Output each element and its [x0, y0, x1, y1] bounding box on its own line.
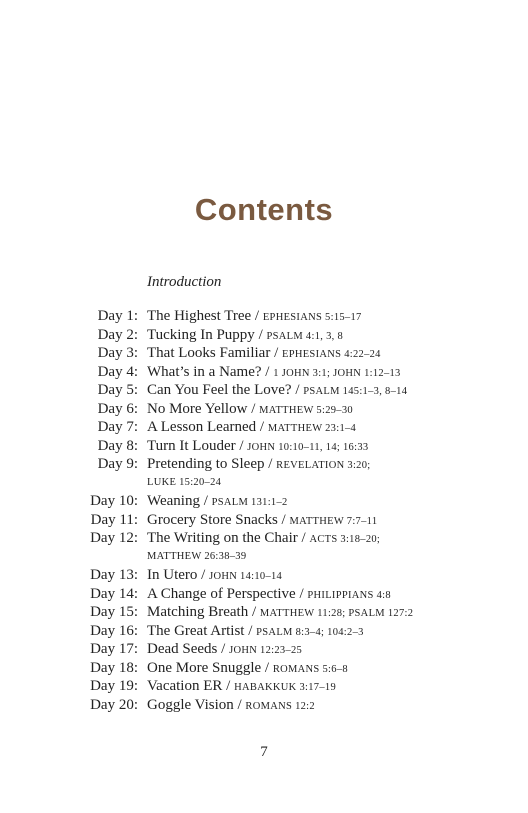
toc-separator: /: [251, 308, 263, 324]
toc-separator: /: [248, 604, 260, 620]
toc-entry-continuation: [0, 474, 528, 493]
toc-day-label: Day 13:: [90, 567, 138, 583]
toc-entry-text: [147, 566, 282, 587]
toc-chapter-title: Goggle Vision: [147, 696, 234, 713]
toc-separator: /: [222, 678, 235, 694]
toc-entry-text: [147, 437, 368, 458]
toc-chapter-title: Dead Seeds: [147, 641, 218, 657]
toc-day-label: Day 19:: [90, 678, 138, 694]
toc-chapter-title: A Change of Perspective: [147, 585, 296, 602]
toc-day-label: Day 6:: [97, 400, 138, 417]
toc-entry-text: [147, 677, 336, 698]
toc-chapter-title: In Utero: [147, 567, 198, 583]
toc-separator: /: [291, 382, 304, 398]
toc-entry[interactable]: [0, 437, 528, 456]
toc-day-label: Day 8:: [97, 437, 138, 454]
toc-scripture-ref: JOHN 12:23–25: [229, 645, 303, 656]
toc-day-label: Day 18:: [90, 659, 138, 676]
toc-scripture-ref: MATTHEW 7:7–11: [289, 515, 378, 527]
toc-entry[interactable]: [0, 622, 528, 641]
toc-separator: /: [254, 326, 267, 343]
toc-day-label: Day 4:: [97, 363, 138, 380]
toc-separator: /: [197, 567, 210, 583]
table-of-contents: [0, 307, 528, 714]
toc-separator: /: [217, 641, 230, 657]
toc-scripture-ref: HABAKKUK 3:17–19: [234, 682, 337, 693]
toc-scripture-ref-continued: LUKE 15:20–24: [147, 476, 222, 488]
toc-day-label: Day 15:: [90, 604, 138, 620]
toc-separator: /: [233, 696, 246, 713]
toc-entry-text: [147, 344, 381, 365]
contents-title: Contents: [194, 192, 334, 227]
toc-entry[interactable]: [0, 381, 528, 400]
toc-scripture-ref: PSALM 4:1, 3, 8: [266, 330, 344, 342]
toc-scripture-ref: MATTHEW 23:1–4: [267, 423, 357, 434]
toc-chapter-title: The Writing on the Chair: [147, 530, 298, 546]
toc-chapter-title: Can You Feel the Love?: [147, 382, 292, 398]
toc-chapter-title: Turn It Louder: [147, 437, 236, 454]
toc-day-label: Day 16:: [90, 622, 138, 639]
toc-separator: /: [247, 400, 260, 417]
toc-separator: /: [295, 585, 308, 602]
toc-day-label: Day 17:: [90, 641, 138, 657]
toc-entry-text: [147, 307, 362, 328]
toc-entry[interactable]: [0, 400, 528, 419]
toc-scripture-ref: ROMANS 12:2: [245, 700, 315, 712]
toc-day-label: Day 1:: [97, 308, 138, 324]
toc-scripture-ref: JOHN 10:10–11, 14; 16:33: [247, 441, 369, 453]
toc-entry-continuation: [0, 548, 528, 567]
toc-day-label: Day 5:: [97, 382, 138, 398]
toc-scripture-ref: 1 JOHN 3:1; JOHN 1:12–13: [273, 367, 401, 379]
toc-separator: /: [261, 363, 274, 380]
toc-day-label: Day 7:: [97, 419, 138, 435]
toc-scripture-ref-continued: MATTHEW 26:38–39: [147, 550, 247, 562]
toc-scripture-ref: ROMANS 5:6–8: [272, 663, 348, 675]
toc-separator: /: [264, 456, 277, 472]
toc-entry[interactable]: [0, 418, 528, 437]
toc-scripture-ref: PHILIPPIANS 4:8: [307, 589, 391, 601]
toc-scripture-ref: PSALM 8:3–4; 104:2–3: [256, 626, 364, 638]
toc-separator: /: [199, 493, 212, 509]
toc-entry-text: [147, 529, 380, 550]
toc-entry-text: [147, 603, 413, 624]
toc-day-label: Day 2:: [97, 326, 138, 343]
toc-separator: /: [297, 530, 310, 546]
toc-entry-text: [147, 696, 315, 717]
toc-day-label: Day 14:: [90, 585, 138, 602]
toc-entry[interactable]: [0, 585, 528, 604]
toc-chapter-title: A Lesson Learned: [147, 419, 257, 435]
toc-entry-text: [147, 492, 288, 513]
toc-day-label: Day 3:: [97, 345, 138, 361]
toc-entry-text: [147, 511, 377, 532]
toc-entry[interactable]: [0, 492, 528, 511]
toc-chapter-title: That Looks Familiar: [147, 345, 271, 361]
page-number: 7: [260, 744, 268, 760]
toc-scripture-ref: MATTHEW 5:29–30: [259, 404, 353, 416]
toc-entry[interactable]: [0, 640, 528, 659]
toc-separator: /: [261, 659, 273, 676]
toc-entry-text: [147, 640, 302, 661]
toc-entry[interactable]: [0, 696, 528, 715]
toc-chapter-title: Vacation ER: [147, 678, 223, 694]
toc-entry[interactable]: [0, 566, 528, 585]
introduction-entry[interactable]: Introduction: [147, 274, 222, 290]
toc-entry-text: [147, 455, 371, 476]
toc-chapter-title: What’s in a Name?: [147, 363, 262, 380]
toc-separator: /: [277, 511, 290, 528]
toc-separator: /: [235, 437, 248, 454]
toc-scripture-ref: PSALM 131:1–2: [211, 497, 288, 508]
toc-entry-text: [147, 585, 391, 606]
toc-entry[interactable]: [0, 455, 528, 474]
toc-chapter-title: Weaning: [147, 493, 200, 509]
toc-entry[interactable]: [0, 511, 528, 530]
toc-separator: /: [244, 622, 257, 639]
toc-chapter-title: No More Yellow: [147, 400, 248, 417]
toc-entry-text: [147, 622, 364, 643]
toc-scripture-ref: REVELATION 3:20;: [276, 460, 371, 471]
toc-entry-text: [147, 400, 353, 421]
toc-entry-text: [147, 381, 407, 402]
toc-chapter-title: Matching Breath: [147, 604, 249, 620]
toc-chapter-title: Pretending to Sleep: [147, 456, 265, 472]
toc-chapter-title: Tucking In Puppy: [147, 326, 255, 343]
toc-day-label: Day 12:: [90, 530, 138, 546]
toc-entry[interactable]: [0, 344, 528, 363]
toc-entry-text: [147, 363, 401, 384]
toc-scripture-ref: EPHESIANS 5:15–17: [262, 312, 362, 323]
toc-chapter-title: One More Snuggle: [147, 659, 262, 676]
toc-scripture-ref: JOHN 14:10–14: [209, 571, 283, 582]
toc-scripture-ref: EPHESIANS 4:22–24: [281, 349, 381, 360]
toc-separator: /: [270, 345, 282, 361]
toc-entry[interactable]: [0, 363, 528, 382]
toc-chapter-title: The Highest Tree: [147, 308, 252, 324]
toc-entry[interactable]: [0, 659, 528, 678]
toc-scripture-ref: PSALM 145:1–3, 8–14: [303, 386, 408, 397]
toc-separator: /: [256, 419, 268, 435]
toc-entry[interactable]: [0, 529, 528, 548]
toc-entry-text: [147, 418, 356, 439]
toc-day-label: Day 11:: [90, 511, 138, 528]
toc-chapter-title: Grocery Store Snacks: [147, 511, 278, 528]
toc-entry[interactable]: [0, 326, 528, 345]
toc-entry-text: [147, 659, 348, 680]
toc-entry-text: [147, 326, 343, 347]
toc-day-label: Day 20:: [90, 696, 138, 713]
toc-scripture-ref: MATTHEW 11:28; PSALM 127:2: [259, 608, 414, 619]
toc-entry[interactable]: [0, 603, 528, 622]
toc-day-label: Day 10:: [90, 493, 138, 509]
toc-entry[interactable]: [0, 307, 528, 326]
toc-scripture-ref: ACTS 3:18–20;: [309, 534, 381, 545]
toc-entry[interactable]: [0, 677, 528, 696]
toc-day-label: Day 9:: [97, 456, 138, 472]
toc-chapter-title: The Great Artist: [147, 622, 245, 639]
